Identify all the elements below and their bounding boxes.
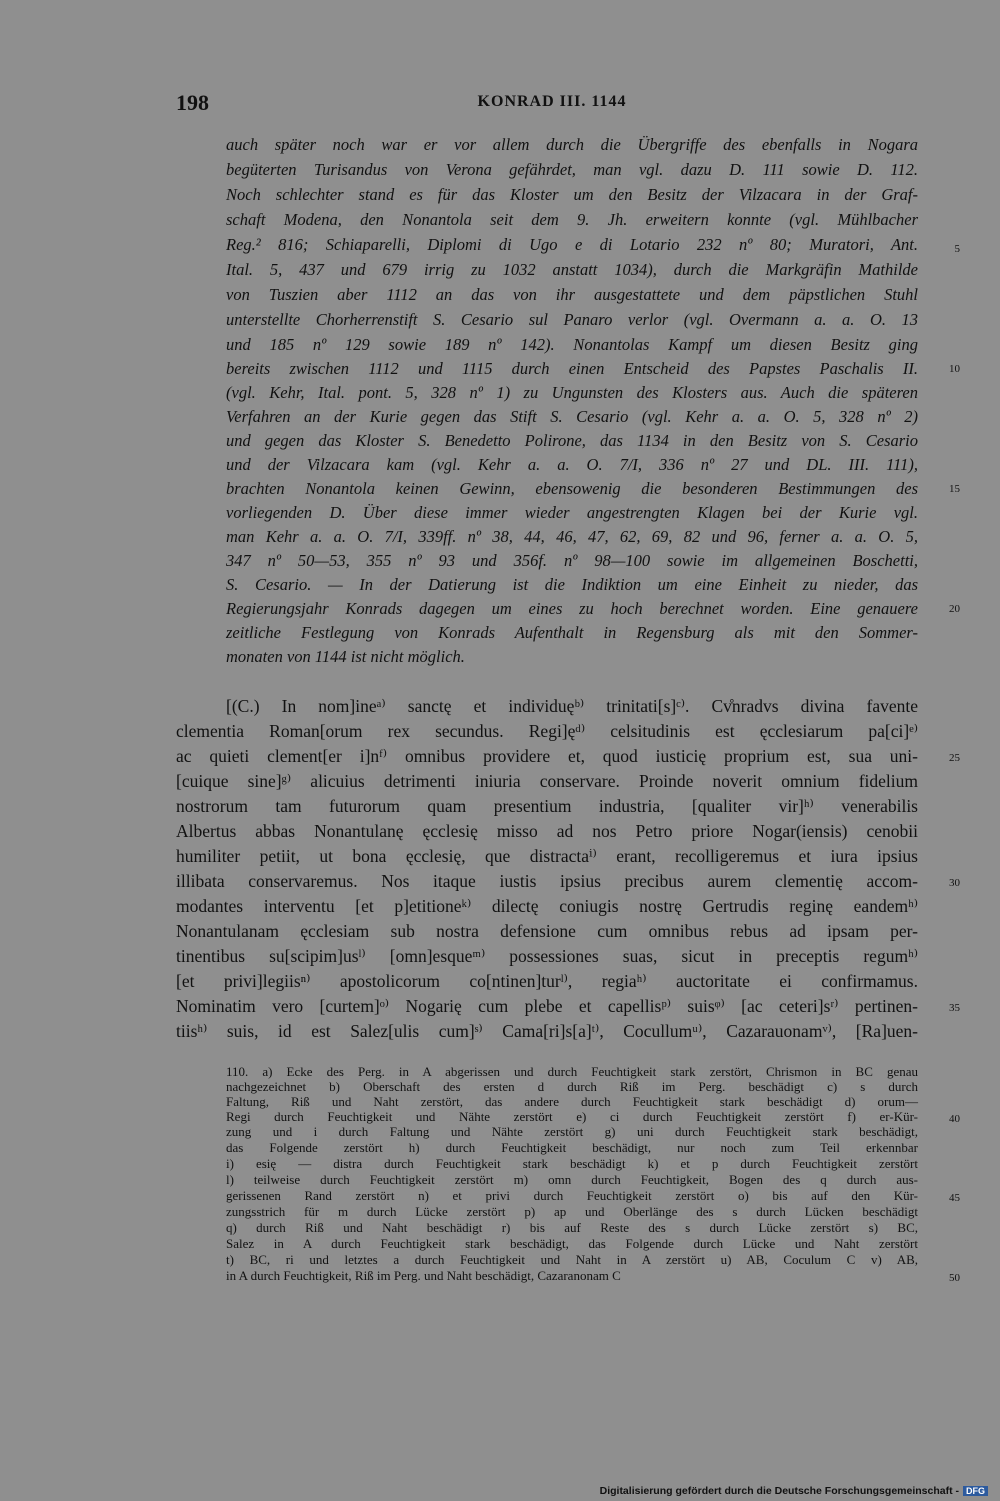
charter-line: ac quieti clement[er i]nᶠ⁾ omnibus providere et, quod iusticię proprium est, sua uni- [176,746,918,766]
commentary-line: zeitliche Festlegung von Konrads Aufenthalt in Regensburg als mit den Sommer- [226,623,918,642]
line-number: 10 [949,363,960,375]
running-title: KONRAD III. 1144 [477,93,627,110]
line-number: 40 [949,1113,960,1125]
charter-line: [cuique sine]ᵍ⁾ alicuius detrimenti iniuria conservare. Proinde noverit omnium fidelium [176,771,918,791]
note-line: Faltung, Riß und Naht zerstört, das andere durch Feuchtigkeit stark beschädigt d) orum— [226,1094,918,1109]
commentary-line: vorliegenden D. Über diese immer wieder angestrengten Klagen bei der Kurie vgl. [226,503,918,522]
note-line: i) esię — distra durch Feuchtigkeit stark beschädigt k) et p durch Feuchtigkeit zerstört [226,1156,918,1171]
commentary-line: (vgl. Kehr, Ital. pont. 5, 328 nº 1) zu Ungunsten des Klosters aus. Auch die späteren [226,383,918,402]
note-line: t) BC, ri und letztes a durch Feuchtigkeit und Naht in A zerstört u) AB, Coculum C v) AB, [226,1252,918,1267]
page-header [176,90,928,120]
line-number: 15 [949,483,960,495]
commentary-line: monaten von 1144 ist nicht möglich. [226,647,465,666]
charter-line: illibata conservaremus. Nos itaque iustis ipsius precibus aurem clementię accom- [176,871,918,891]
footer-text: Digitalisierung gefördert durch die Deutsche Forschungsgemeinschaft - [599,1485,959,1497]
commentary-line: bereits zwischen 1112 und 1115 durch einen Entscheid des Papstes Paschalis II. [226,359,918,378]
commentary-line: schaft Modena, den Nonantola seit dem 9. Jh. erweitern konnte (vgl. Mühlbacher [226,210,918,229]
note-line: gerissenen Rand zerstört n) et privi durch Feuchtigkeit zerstört o) bis auf den Kür- [226,1188,918,1203]
line-number: 50 [949,1272,960,1284]
charter-line: Nominatim vero [curtem]ᵒ⁾ Nogarię cum plebe et capellisᵖ⁾ suisᵠ⁾ [ac ceteri]sʳ⁾ pertinen- [176,996,918,1016]
page-number: 198 [176,90,209,115]
charter-line: modantes interventu [et p]etitioneᵏ⁾ dilectę coniugis nostrę Gertrudis reginę eandemʰ⁾ [176,896,918,916]
digitization-footer [600,1485,988,1497]
line-number: 45 [949,1192,960,1204]
commentary-line: Noch schlechter stand es für das Kloster um den Besitz der Vilzacara in der Graf- [226,185,918,204]
charter-line: tiisʰ⁾ suis, id est Salez[ulis cum]ˢ⁾ Cama[ri]s[a]ᵗ⁾, Cocullumᵘ⁾, Cazarauonamᵛ⁾, [Ra]uen- [176,1021,919,1041]
commentary-line: Verfahren an der Kurie gegen das Stift S. Cesario (vgl. Kehr a. a. O. 5, 328 nº 2) [226,407,918,426]
commentary-line: S. Cesario. — In der Datierung ist die Indiktion um eine Einheit zu nieder, das [226,575,918,594]
commentary-line: man Kehr a. a. O. 7/I, 339ff. nº 38, 44, 46, 47, 62, 69, 82 und 96, ferner a. a. O. 5, [226,527,918,546]
commentary-line: 347 nº 50—53, 355 nº 93 und 356f. nº 98—100 sowie im allgemeinen Boschetti, [226,551,918,570]
line-number: 20 [949,603,960,615]
note-line: das Folgende zerstört h) durch Feuchtigkeit beschädigt, nur noch zum Teil erkennbar [226,1140,918,1155]
note-line: nachgezeichnet b) Oberschaft des ersten d durch Riß im Perg. beschädigt c) s durch [226,1079,918,1094]
note-line: l) teilweise durch Feuchtigkeit zerstört m) omn durch Feuchtigkeit, Bogen des q durch aus- [226,1172,918,1187]
commentary-line: auch später noch war er vor allem durch die Übergriffe des ebenfalls in Nogara [226,135,918,154]
dfg-logo: DFG [963,1486,988,1496]
charter-line: nostrorum tam futurorum quam presentium industria, [qualiter vir]ʰ⁾ venerabilis [176,796,918,816]
charter-line: Nonantulanam ęcclesiam sub nostra defensione cum omnibus rebus ad ipsam per- [176,921,918,941]
line-number: 5 [954,243,960,255]
commentary-line: Reg.² 816; Schiaparelli, Diplomi di Ugo e di Lotario 232 nº 80; Muratori, Ant. [226,235,918,254]
charter-line: Albertus abbas Nonantulanę ęcclesię misso ad nos Petro priore Nogar(iensis) cenobii [176,821,918,841]
commentary-line: von Tuszien aber 1112 an das von ihr ausgestattete und dem päpstlichen Stuhl [226,285,918,304]
commentary-line: begüterten Turisandus von Verona gefährdet, man vgl. dazu D. 111 sowie D. 112. [226,160,918,179]
commentary-line: und gegen das Kloster S. Benedetto Polirone, das 1134 in den Besitz von S. Cesario [226,431,918,450]
line-number: 25 [949,752,960,764]
charter-line: clementia Roman[orum rex secundus. Regi]ęᵈ⁾ celsitudinis est ęcclesiarum pa[ci]ᵉ⁾ [176,721,918,741]
note-line: Salez in A durch Feuchtigkeit stark beschädigt, das Folgende durch Lücke und Naht zerstört [226,1236,918,1251]
charter-line: [(C.) In nom]ineᵃ⁾ sanctę et individuęᵇ⁾ trinitati[s]ᶜ⁾. Cv̊nradvs divina favente [226,696,918,716]
commentary-line: Ital. 5, 437 und 679 irrig zu 1032 anstatt 1034), durch die Markgräfin Mathilde [226,260,918,279]
note-line: zungsstrich für m durch Lücke zerstört p) ap und Oberlänge des s durch Lücken beschädigt [226,1204,918,1219]
charter-line: [et privi]legiisⁿ⁾ apostolicorum co[ntinen]turˡ⁾, regiaʰ⁾ auctoritate ei confirmamus. [176,971,918,991]
commentary-line: Regierungsjahr Konrads dagegen um eines zu hoch berechnet worden. Eine genauere [226,599,918,618]
note-line: Regi durch Feuchtigkeit und Nähte zerstört e) ci durch Feuchtigkeit zerstört f) er-Kür- [226,1109,918,1124]
commentary-line: und 185 nº 129 sowie 189 nº 142). Nonantolas Kampf um diesen Besitz ging [226,335,918,354]
charter-line: humiliter petiit, ut bona ęcclesię, que distractaⁱ⁾ erant, recolligeremus et iura ipsius [176,846,918,866]
commentary-line: unterstellte Chorherrenstift S. Cesario sul Panaro verlor (vgl. Overmann a. a. O. 13 [226,310,918,329]
commentary-line: und der Vilzacara kam (vgl. Kehr a. a. O. 7/I, 336 nº 27 und DL. III. 111), [226,455,918,474]
charter-line: tinentibus su[scipim]usˡ⁾ [omn]esqueᵐ⁾ possessiones suas, sicut in preceptis regumʰ⁾ [176,946,918,966]
line-number: 35 [949,1002,960,1014]
note-line: q) durch Riß und Naht beschädigt r) bis auf Reste des s durch Lücke zerstört s) BC, [226,1220,918,1235]
note-line: zung und i durch Faltung und Nähte zerstört g) uni durch Feuchtigkeit stark beschädigt, [226,1124,918,1139]
note-line: in A durch Feuchtigkeit, Riß im Perg. und Naht beschädigt, Cazaranonam C [226,1268,621,1283]
commentary-line: brachten Nonantola keinen Gewinn, ebensowenig die besonderen Bestimmungen des [226,479,918,498]
note-line: 110. a) Ecke des Perg. in A abgerissen und durch Feuchtigkeit stark zerstört, Chrismon in BC genau [226,1064,918,1079]
line-number: 30 [949,877,960,889]
